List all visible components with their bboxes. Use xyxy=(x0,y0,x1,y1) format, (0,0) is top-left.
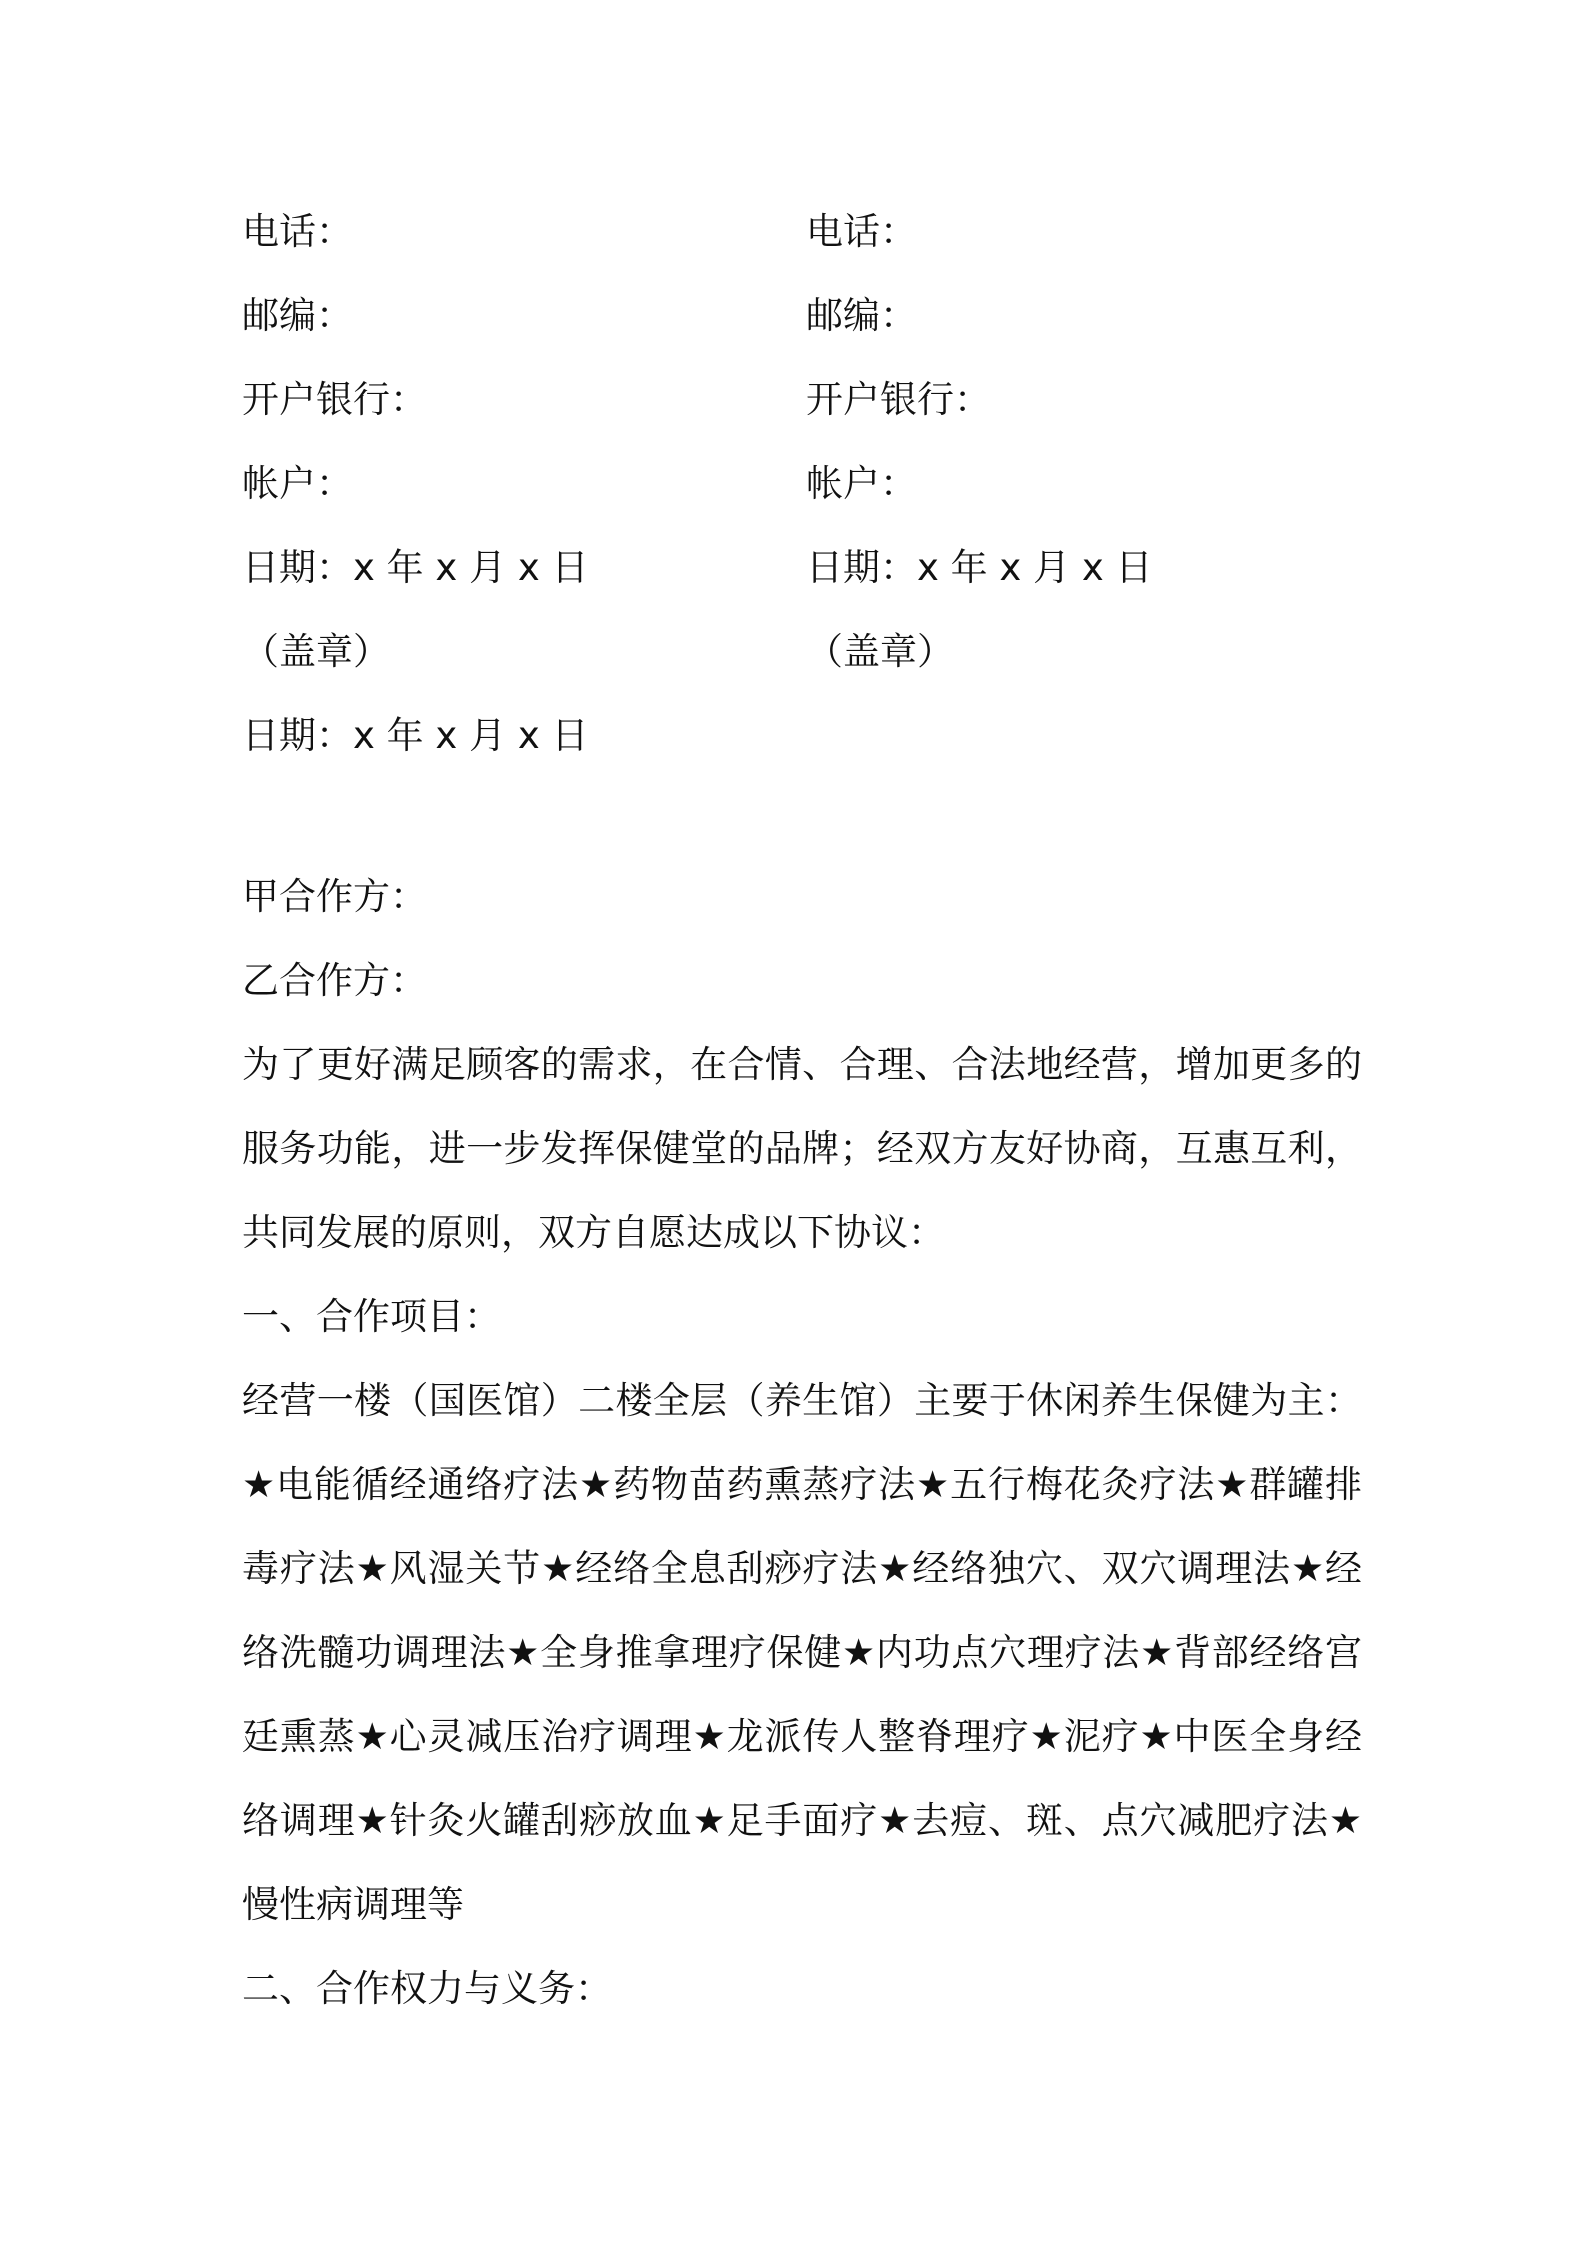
party-b-label: 乙合作方： xyxy=(242,959,427,1002)
phone-label-left: 电话： xyxy=(242,210,353,253)
party-a-label: 甲合作方： xyxy=(242,875,427,918)
signature-block-right xyxy=(806,190,1366,694)
section-1-body: 经营一楼（国医馆）二楼全层（养生馆）主要于休闲养生保健为主：★电能循经通络疗法★药物苗药熏蒸疗法★五行梅花灸疗法★群罐排毒疗法★风湿关节★经络全息刮痧疗法★经络独穴、双穴调理法★经络洗髓功调理法★全身推拿理疗保健★内功点穴理疗法★背部经络宫廷熏蒸★心灵减压治疗调理★龙派传人整脊理疗★泥疗★中医全身经络调理★针灸火罐刮痧放血★足手面疗★去痘、斑、点穴减肥疗法★慢性病调理等 xyxy=(242,1379,1362,1926)
date-label-left-2: 日期：x 年 x 月 x 日 xyxy=(242,714,589,757)
agreement-body xyxy=(242,855,1362,2031)
seal-label-left: （盖章） xyxy=(242,630,390,673)
phone-label-right: 电话： xyxy=(806,210,917,253)
date-label-left: 日期：x 年 x 月 x 日 xyxy=(242,546,589,589)
postcode-label-right: 邮编： xyxy=(806,294,917,337)
signature-block-left xyxy=(242,190,802,778)
account-label-right: 帐户： xyxy=(806,462,917,505)
date-label-right: 日期：x 年 x 月 x 日 xyxy=(806,546,1153,589)
seal-label-right: （盖章） xyxy=(806,630,954,673)
bank-label-right: 开户银行： xyxy=(806,378,991,421)
section-1-title: 一、合作项目： xyxy=(242,1295,501,1338)
intro-paragraph: 为了更好满足顾客的需求，在合情、合理、合法地经营，增加更多的服务功能，进一步发挥保健堂的品牌；经双方友好协商，互惠互利，共同发展的原则，双方自愿达成以下协议： xyxy=(242,1043,1362,1254)
bank-label-left: 开户银行： xyxy=(242,378,427,421)
section-2-title: 二、合作权力与义务： xyxy=(242,1967,612,2010)
postcode-label-left: 邮编： xyxy=(242,294,353,337)
account-label-left: 帐户： xyxy=(242,462,353,505)
